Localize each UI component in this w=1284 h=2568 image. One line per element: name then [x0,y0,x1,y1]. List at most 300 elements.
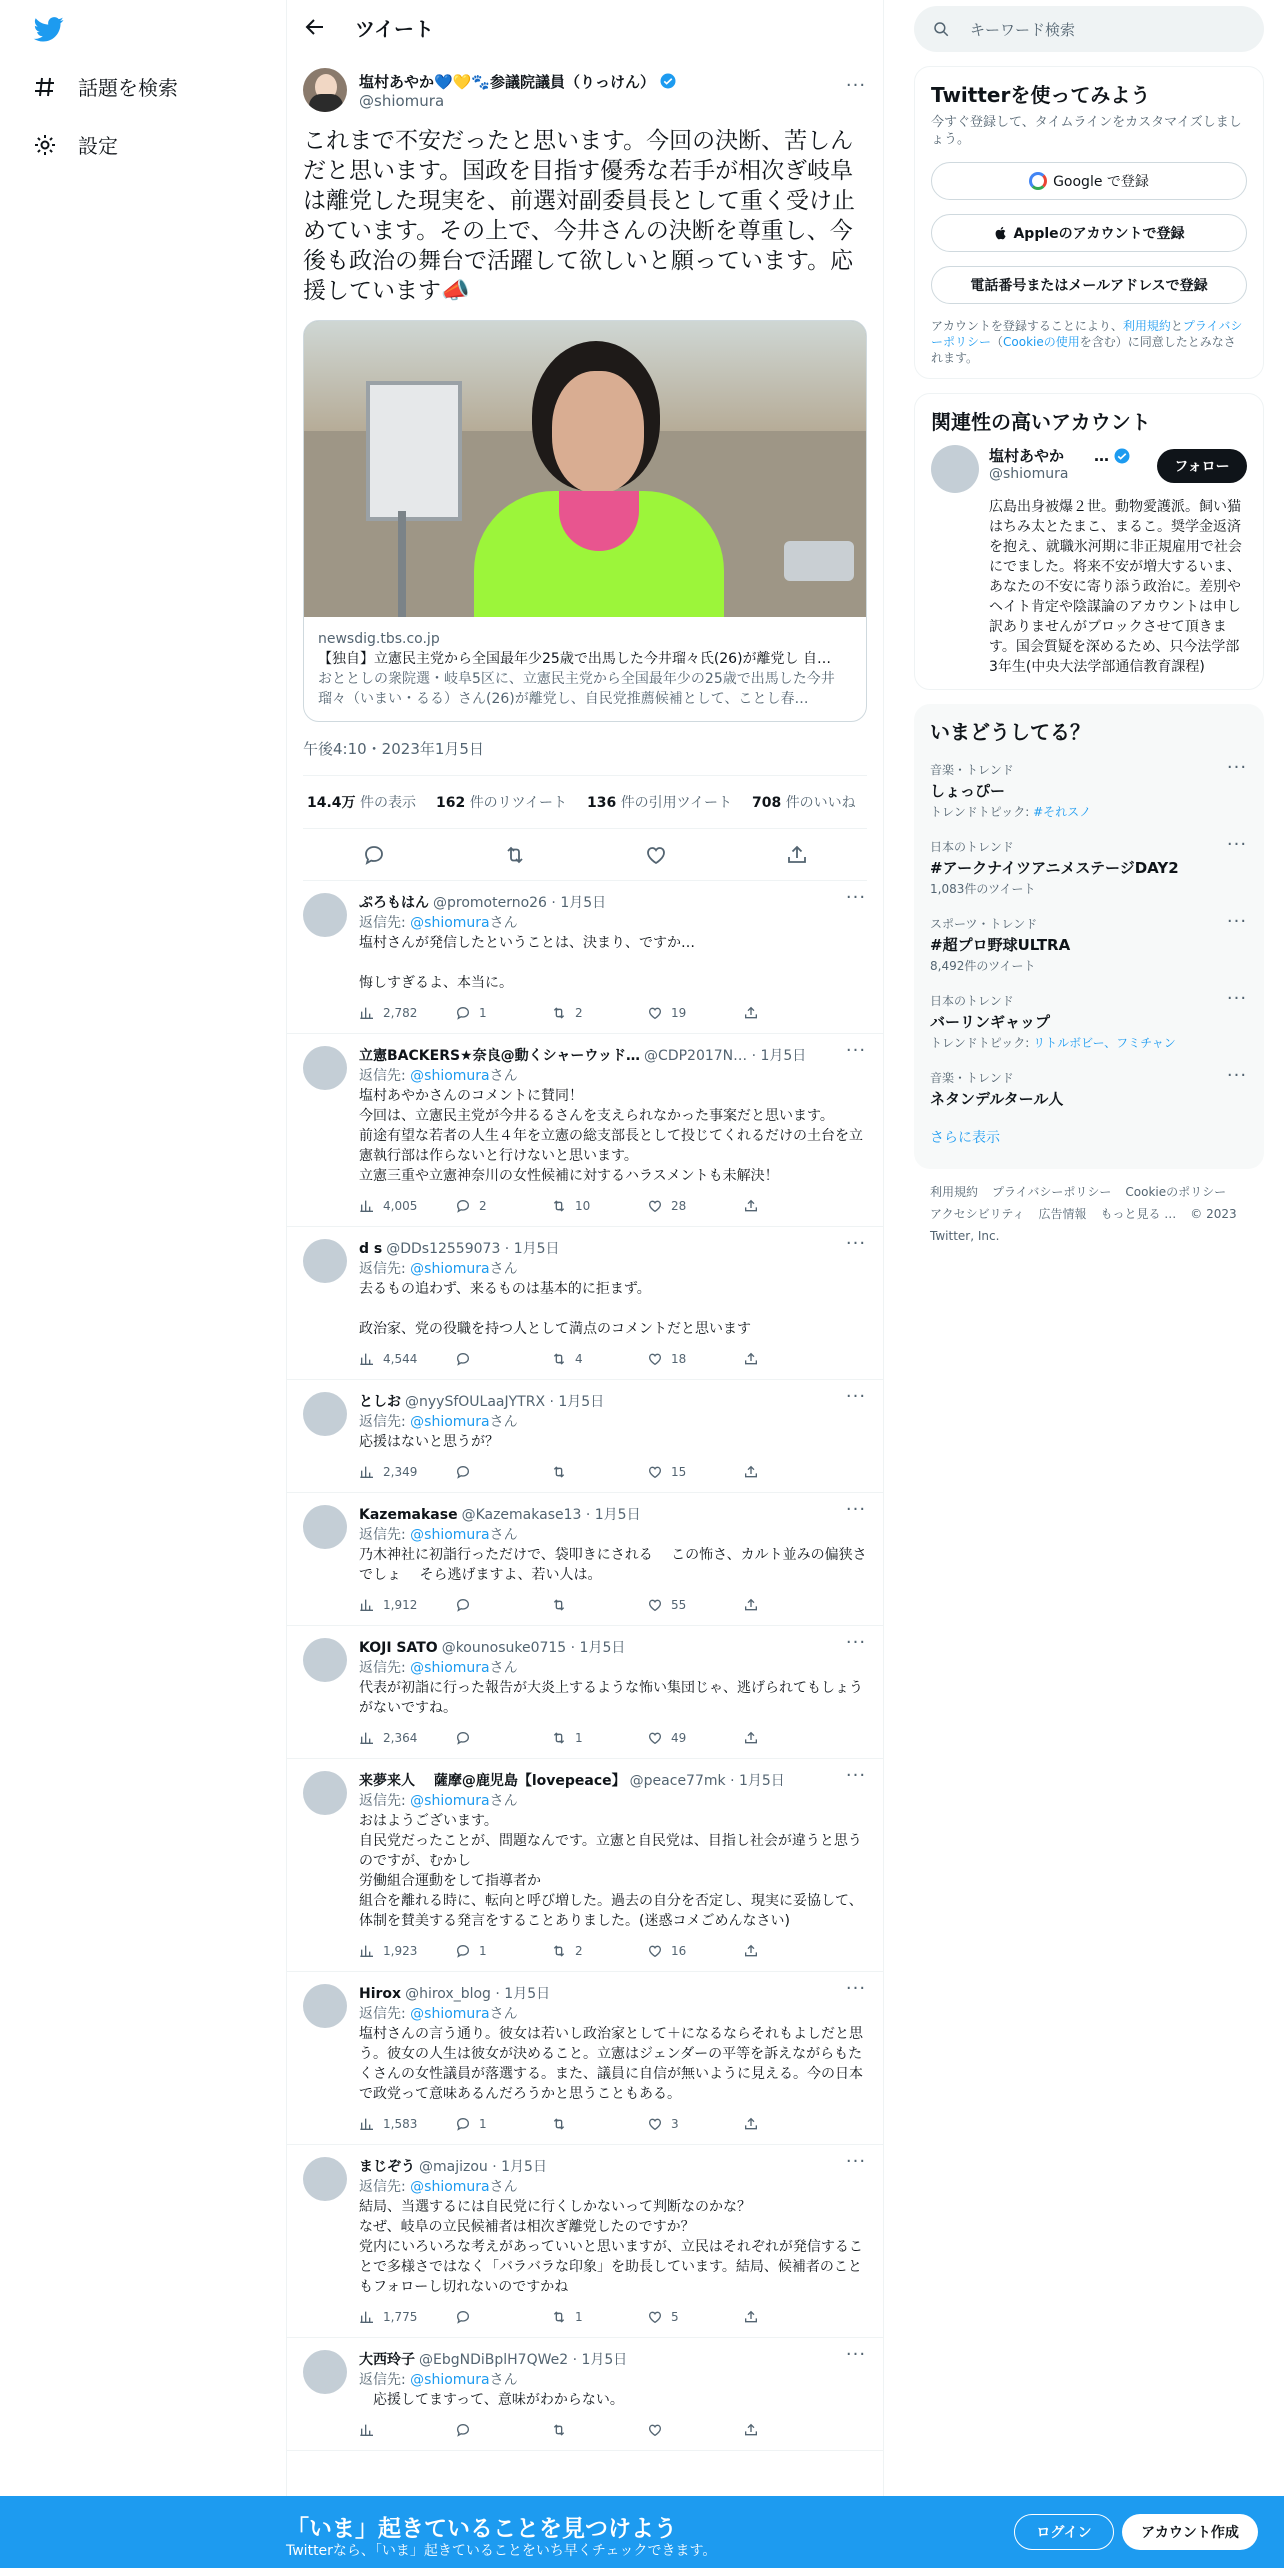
views-icon [359,1198,375,1214]
reply-avatar[interactable] [303,1638,347,1682]
stat-views-label: 件の表示 [360,795,416,811]
reply-to-line [359,1412,867,1432]
more-options-icon[interactable]: ··· [845,1765,867,1786]
share-icon [743,1730,759,1746]
reply-action-views[interactable] [359,1005,455,1021]
trend-title: バーリンギャップ [930,1013,1051,1031]
trend-category: スポーツ・トレンド [930,917,1038,931]
footer-links [914,1169,1264,1259]
trend-topic [930,1034,1248,1051]
views-icon [359,1730,375,1746]
reply-action-views[interactable] [359,1198,455,1214]
reply-action-views[interactable] [359,1464,455,1480]
retweet-icon[interactable] [503,843,527,867]
reply-action-replies[interactable] [455,1730,551,1746]
reply-action-replies[interactable] [455,1005,551,1021]
share-icon [743,2116,759,2132]
reply-body [359,1499,867,1613]
reply-count-likes: 55 [671,1598,687,1612]
reply-action-views[interactable] [359,2309,455,2325]
like-icon [647,1730,663,1746]
reply-body [359,1233,867,1367]
more-options-icon[interactable]: ··· [1226,988,1248,1009]
reply-count-views: 2,349 [383,1465,418,1479]
reply-count-likes: 18 [671,1352,687,1366]
retweet-icon [551,2309,567,2325]
stat-retweets-value: 162 [436,795,466,811]
reply-meta: @EbgNDiBplH7QWe2 · 1月5日 [419,2352,628,2368]
reply-count-views: 4,005 [383,1199,418,1213]
reply-text: 乃木神社に初詣行っただけで、袋叩きにされる この怖さ、カルト並みの偏狭さでしょ そら逃げますよ、若い人は。 [359,1547,867,1583]
email-signup-button[interactable] [931,266,1247,304]
reply-action-views[interactable] [359,2422,455,2438]
reply-to-suffix: さん [489,1414,518,1430]
reply-avatar[interactable] [303,1392,347,1436]
reply-header [359,1233,867,1259]
login-button[interactable]: ログイン [1014,2514,1114,2550]
main-tweet [287,54,883,881]
trends-panel [914,704,1264,1169]
share-icon [743,2422,759,2438]
trend-item[interactable] [930,905,1248,982]
reply-to-suffix: さん [489,1068,518,1084]
reply-count-likes: 19 [671,1006,687,1020]
reply-actions [359,2116,867,2132]
like-icon [647,1351,663,1367]
reply-action-views[interactable] [359,1597,455,1613]
search-icon [932,20,950,38]
footer-link[interactable]: Cookieのポリシー [1125,1185,1227,1199]
follow-button[interactable]: フォロー [1157,449,1247,483]
reply-count-views: 1,912 [383,1598,418,1612]
views-icon [359,1464,375,1480]
stat-likes[interactable] [752,792,856,812]
stat-quotes-value: 136 [587,795,617,811]
related-avatar[interactable] [931,445,979,493]
reply-action-likes[interactable] [647,2422,743,2438]
footer-link[interactable]: もっと見る … [1100,1207,1177,1221]
reply-action-replies[interactable] [455,1943,551,1959]
reply-action-replies[interactable] [455,1464,551,1480]
reply-count-replies: 1 [479,1006,487,1020]
reply-text: 塩村さんが発信したということは、決まり、ですか… 悔しすぎるよ、本当に。 [359,935,695,991]
related-handle: @shiomura [989,466,1069,482]
reply-action-likes[interactable] [647,2309,743,2325]
more-options-icon[interactable]: ··· [845,2151,867,2172]
reply-to-prefix: 返信先: [359,1261,411,1277]
reply-action-share[interactable] [743,2309,839,2325]
reply-action-retweets[interactable] [551,1005,647,1021]
reply-to-link[interactable]: @shiomura [410,1068,490,1084]
share-icon [743,1464,759,1480]
reply-actions [359,1597,867,1613]
reply-tweet[interactable] [287,1034,883,1227]
author-name-row[interactable] [359,71,845,92]
link-card[interactable] [303,320,867,722]
reply-text: 応援してますって、意味がわからない。 [359,2392,624,2408]
reply-tweet[interactable] [287,1972,883,2145]
reply-action-share[interactable] [743,1943,839,1959]
reply-to-line [359,2177,867,2197]
trend-item[interactable] [930,751,1248,828]
like-icon [647,1943,663,1959]
reply-tweet[interactable] [287,1759,883,1972]
reply-action-share[interactable] [743,1597,839,1613]
nav-settings-label: 設定 [78,134,118,158]
google-g-icon [1029,172,1047,190]
reply-action-likes[interactable] [647,1005,743,1021]
stat-views[interactable] [307,792,416,812]
more-options-icon[interactable]: ··· [845,1233,867,1254]
reply-action-retweets[interactable] [551,2309,647,2325]
card-description: おととしの衆院選・岐阜5区に、立憲民主党から全国最年少の25歳で出馬した今井瑠々（いまい・るる）さん(26)が離党し、自民党推薦候補として、ことし春… [318,671,835,707]
retweet-icon [551,1597,567,1613]
reply-tweet[interactable] [287,1626,883,1759]
reply-to-link[interactable]: @shiomura [410,2006,490,2022]
reply-action-likes[interactable] [647,1351,743,1367]
share-icon [743,1351,759,1367]
reply-action-share[interactable] [743,1198,839,1214]
share-icon[interactable] [785,843,809,867]
reply-count-retweets: 4 [575,1352,583,1366]
reply-action-share[interactable] [743,1005,839,1021]
share-icon [743,1597,759,1613]
reply-action-retweets[interactable] [551,1943,647,1959]
twitter-logo-icon[interactable] [32,14,66,44]
right-sidebar [914,0,1264,1259]
reply-body [359,1978,867,2132]
reply-to-link[interactable]: @shiomura [410,1793,490,1809]
reply-to-link[interactable]: @shiomura [410,2179,490,2195]
reply-body [359,1386,867,1480]
reply-avatar[interactable] [303,2350,347,2394]
reply-meta: @peace77mk · 1月5日 [629,1773,785,1789]
terms-link[interactable]: 利用規約 [1122,319,1171,333]
footer-link[interactable]: プライバシーポリシー [992,1185,1112,1199]
related-title: 関連性の高いアカウント [931,410,1151,434]
reply-count-likes: 16 [671,1944,687,1958]
trends-list [930,751,1248,1117]
reply-actions [359,1464,867,1480]
reply-to-suffix: さん [489,915,518,931]
reply-author-name[interactable]: Hirox [359,1986,402,2002]
reply-meta: @Kazemakase13 · 1月5日 [461,1507,641,1523]
trend-item[interactable] [930,1059,1248,1117]
reply-body [359,887,867,1021]
stat-likes-value: 708 [752,795,782,811]
terms-text-mid2: （ [991,335,1004,349]
share-icon [743,2309,759,2325]
privacy-link[interactable]: プライバシーポリシー [931,319,1243,349]
reply-to-prefix: 返信先: [359,2179,411,2195]
email-signup-label: 電話番号またはメールアドレスで登録 [970,278,1208,294]
reply-tweet[interactable] [287,2338,883,2451]
reply-body [359,1040,867,1214]
more-options-icon[interactable]: ··· [845,1040,867,1061]
like-icon [647,1005,663,1021]
reply-action-likes[interactable] [647,1943,743,1959]
stat-likes-label: 件のいいね [785,795,856,811]
reply-meta: @nyySfOULaaJYTRX · 1月5日 [405,1394,605,1410]
reply-to-prefix: 返信先: [359,2006,411,2022]
views-icon [359,1943,375,1959]
reply-to-prefix: 返信先: [359,2372,411,2388]
reply-action-share[interactable] [743,1351,839,1367]
reply-action-likes[interactable] [647,2116,743,2132]
related-accounts-panel [914,393,1264,690]
google-signup-button[interactable] [931,162,1247,200]
nav-explore[interactable] [32,72,178,101]
reply-author-name[interactable]: まじぞう [359,2159,415,2175]
reply-to-link[interactable]: @shiomura [410,1261,490,1277]
cookie-link[interactable]: Cookieの使用 [1003,335,1080,349]
reply-action-replies[interactable] [455,2309,551,2325]
reply-author-name[interactable]: 大西玲子 [359,2352,415,2368]
more-options-icon[interactable]: ··· [845,1978,867,1999]
reply-meta: @kounosuke0715 · 1月5日 [441,1640,626,1656]
reply-to-link[interactable]: @shiomura [410,1660,490,1676]
reply-count-views: 2,364 [383,1731,418,1745]
reply-action-replies[interactable] [455,1198,551,1214]
more-options-icon[interactable]: ··· [1226,1065,1248,1086]
reply-to-suffix: さん [489,1527,518,1543]
more-options-icon[interactable]: ··· [845,75,867,96]
topbar [287,0,883,54]
stat-retweets-label: 件のリツイート [469,795,567,811]
tweet-timestamp[interactable]: 午後4:10・2023年1月5日 [303,722,867,776]
related-account[interactable] [931,445,1247,493]
card-image [304,321,866,617]
reply-to-link[interactable]: @shiomura [410,1527,490,1543]
share-icon [743,1943,759,1959]
reply-action-replies[interactable] [455,1597,551,1613]
reply-actions [359,2309,867,2325]
reply-action-retweets[interactable] [551,2422,647,2438]
trend-topic-link[interactable]: #それスノ [1033,805,1092,819]
reply-author-name[interactable]: ぷろもはん [359,895,429,911]
reply-action-share[interactable] [743,1730,839,1746]
reply-action-likes[interactable] [647,1464,743,1480]
reply-avatar[interactable] [303,1771,347,1815]
reply-author-name[interactable]: d s [359,1241,383,1257]
share-icon [743,1198,759,1214]
signup-subtitle: 今すぐ登録して、タイムラインをカスタマイズしましょう。 [931,115,1242,147]
more-options-icon[interactable]: ··· [1226,911,1248,932]
reply-count-likes: 5 [671,2310,679,2324]
nav-settings[interactable] [32,130,118,159]
reply-text: 結局、当選するには自民党に行くしかないって判断なのかな？ なぜ、岐阜の立民候補者は相次ぎ離党したのですか？ 党内にいろいろな考えがあっていいと思いますが、立民はそれぞれが発信することで多様さではなく「バラバラな印象」を助長しています。結局、候補者のこともフォローし切れないのですかね [359,2199,863,2295]
reply-count-views: 1,583 [383,2117,418,2131]
reply-author-name[interactable]: Kazemakase [359,1507,458,1523]
like-icon [647,1597,663,1613]
reply-avatar[interactable] [303,2157,347,2201]
reply-to-prefix: 返信先: [359,1527,411,1543]
related-bio: 広島出身被爆２世。動物愛護派。飼い猫はちみ太とたまこ、まるこ。奨学金返済を抱え、就職氷河期に非正規雇用で社会にでました。将来不安が増大するいま、あなたの不安に寄り添う政治に。差別やヘイト肯定や陰謀論のアカウントは申し訳ありませんがブロックさせて頂きます。国会質疑を深めるため、只今法学部3年生(中央大法学部通信教育課程) [989,499,1242,675]
reply-action-likes[interactable] [647,1198,743,1214]
reply-action-views[interactable] [359,2116,455,2132]
banner-heading: 「いま」起きていることを見つけよう [286,2516,677,2542]
reply-header [359,1386,867,1412]
banner-subtext: Twitterなら、「いま」起きていることをいち早くチェックできます。 [286,2543,717,2559]
reply-tweet[interactable] [287,1380,883,1493]
reply-action-views[interactable] [359,1351,455,1367]
reply-action-retweets[interactable] [551,1464,647,1480]
views-icon [359,2422,375,2438]
reply-avatar[interactable] [303,1505,347,1549]
views-icon [359,2309,375,2325]
reply-action-share[interactable] [743,1464,839,1480]
reply-meta: @CDP2017N… · 1月5日 [644,1048,807,1064]
reply-to-link[interactable]: @shiomura [410,915,490,931]
more-options-icon[interactable]: ··· [1226,834,1248,855]
reply-tweet[interactable] [287,1493,883,1626]
retweet-icon [551,1730,567,1746]
verified-badge-icon [659,72,677,90]
reply-icon [455,1351,471,1367]
footer-link[interactable]: アクセシビリティ [930,1207,1025,1221]
reply-action-retweets[interactable] [551,2116,647,2132]
more-options-icon[interactable]: ··· [845,1499,867,1520]
reply-author-name[interactable]: としお [359,1394,401,1410]
reply-header [359,2344,867,2370]
reply-action-likes[interactable] [647,1730,743,1746]
reply-actions [359,1198,867,1214]
footer-link[interactable]: 利用規約 [930,1185,979,1199]
reply-icon [455,2422,471,2438]
trends-show-more[interactable]: さらに表示 [930,1130,1000,1146]
reply-tweet[interactable] [287,2145,883,2338]
like-icon [647,1198,663,1214]
reply-icon [455,1943,471,1959]
reply-actions [359,1005,867,1021]
reply-count-replies: 1 [479,2117,487,2131]
reply-to-suffix: さん [489,1793,518,1809]
search-box[interactable] [914,6,1264,52]
reply-text: おはようございます。 自民党だったことが、問題なんです。立憲と自民党は、目指し社会が違うと思うのですが、むかし 労働組合運動をして指導者か 組合を離れる時に、転向と呼び増した。過去の自分を否定し、現実に妥協して、体制を賛美する発言をすることありました。(迷惑コメごめんなさい) [359,1813,863,1929]
reply-to-prefix: 返信先: [359,1068,411,1084]
reply-to-line [359,1259,867,1279]
stat-views-value: 14.4万 [307,795,356,811]
like-icon [647,2422,663,2438]
left-nav [0,0,286,2568]
reply-to-link[interactable]: @shiomura [410,2372,490,2388]
reply-count-likes: 15 [671,1465,687,1479]
apple-signup-button[interactable] [931,214,1247,252]
more-options-icon[interactable]: ··· [845,1386,867,1407]
reply-icon[interactable] [362,843,386,867]
reply-action-replies[interactable] [455,2116,551,2132]
trend-count: 8,492件のツイート [930,959,1036,973]
back-arrow-icon[interactable] [303,15,327,39]
reply-icon [455,2116,471,2132]
author-handle[interactable]: @shiomura [359,91,445,110]
reply-action-replies[interactable] [455,1351,551,1367]
views-icon [359,1005,375,1021]
reply-avatar[interactable] [303,893,347,937]
reply-to-line [359,2004,867,2024]
reply-actions [359,1943,867,1959]
reply-count-replies: 1 [479,1944,487,1958]
more-options-icon[interactable]: ··· [1226,757,1248,778]
reply-count-views: 1,923 [383,1944,418,1958]
reply-author-name[interactable]: 来夢来人 薩摩@鹿児島【lovepeace】 [359,1773,626,1789]
like-icon[interactable] [644,843,668,867]
reply-action-retweets[interactable] [551,1198,647,1214]
reply-author-name[interactable]: KOJI SATO [359,1640,438,1656]
related-name: 塩村あやか … [989,447,1110,465]
terms-text-post: を含む）に同意したとみなされます。 [931,335,1236,365]
reply-action-views[interactable] [359,1943,455,1959]
reply-actions [359,2422,867,2438]
stat-quotes[interactable] [587,792,732,812]
reply-to-line [359,2370,867,2390]
reply-avatar[interactable] [303,1239,347,1283]
reply-action-views[interactable] [359,1730,455,1746]
reply-to-prefix: 返信先: [359,915,411,931]
reply-meta: @promoterno26 · 1月5日 [433,895,607,911]
reply-action-share[interactable] [743,2422,839,2438]
reply-header [359,1632,867,1658]
trend-item[interactable] [930,982,1248,1059]
signup-title: Twitterを使ってみよう [931,83,1151,107]
reply-count-retweets: 10 [575,1199,591,1213]
reply-action-share[interactable] [743,2116,839,2132]
like-icon [647,1464,663,1480]
signup-panel [914,66,1264,379]
reply-icon [455,1198,471,1214]
reply-body [359,1632,867,1746]
reply-action-retweets[interactable] [551,1351,647,1367]
more-options-icon[interactable]: ··· [845,887,867,908]
reply-to-line [359,1658,867,1678]
trend-count: 1,083件のツイート [930,882,1036,896]
author-avatar[interactable] [303,68,347,112]
reply-text: 去るもの追わず、来るものは基本的に拒まず。 政治家、党の役職を持つ人として満点のコメントだと思います [359,1281,751,1337]
more-options-icon[interactable]: ··· [845,2344,867,2365]
reply-to-suffix: さん [489,2006,518,2022]
footer-link[interactable]: © 2023 Twitter, Inc. [930,1207,1237,1243]
reply-tweet[interactable] [287,881,883,1034]
gear-icon [32,132,58,158]
more-options-icon[interactable]: ··· [845,1632,867,1653]
footer-link[interactable]: 広告情報 [1038,1207,1087,1221]
reply-tweet[interactable] [287,1227,883,1380]
trend-topic-link[interactable]: リトルボビー、フミチャン [1033,1036,1176,1050]
reply-author-name[interactable]: 立憲BACKERS★奈良@動くシャーウッド… [359,1048,641,1064]
reply-action-replies[interactable] [455,2422,551,2438]
trends-title: いまどうしてる？ [930,720,1090,744]
trend-title: #超プロ野球ULTRA [930,936,1071,954]
trend-title: #アークナイツアニメステージDAY2 [930,859,1179,877]
nav-explore-label: 話題を検索 [78,76,178,100]
reply-action-likes[interactable] [647,1597,743,1613]
trend-item[interactable] [930,828,1248,905]
author-names [359,71,845,110]
reply-to-link[interactable]: @shiomura [410,1414,490,1430]
share-icon [743,1005,759,1021]
hashtag-icon [32,74,58,100]
retweet-icon [551,2116,567,2132]
stat-retweets[interactable] [436,792,567,812]
reply-avatar[interactable] [303,1984,347,2028]
reply-body [359,2151,867,2325]
bottom-banner [0,2496,1284,2568]
reply-action-retweets[interactable] [551,1730,647,1746]
reply-action-retweets[interactable] [551,1597,647,1613]
signup-button[interactable]: アカウント作成 [1122,2514,1258,2550]
reply-avatar[interactable] [303,1046,347,1090]
replies-list [287,881,883,2451]
